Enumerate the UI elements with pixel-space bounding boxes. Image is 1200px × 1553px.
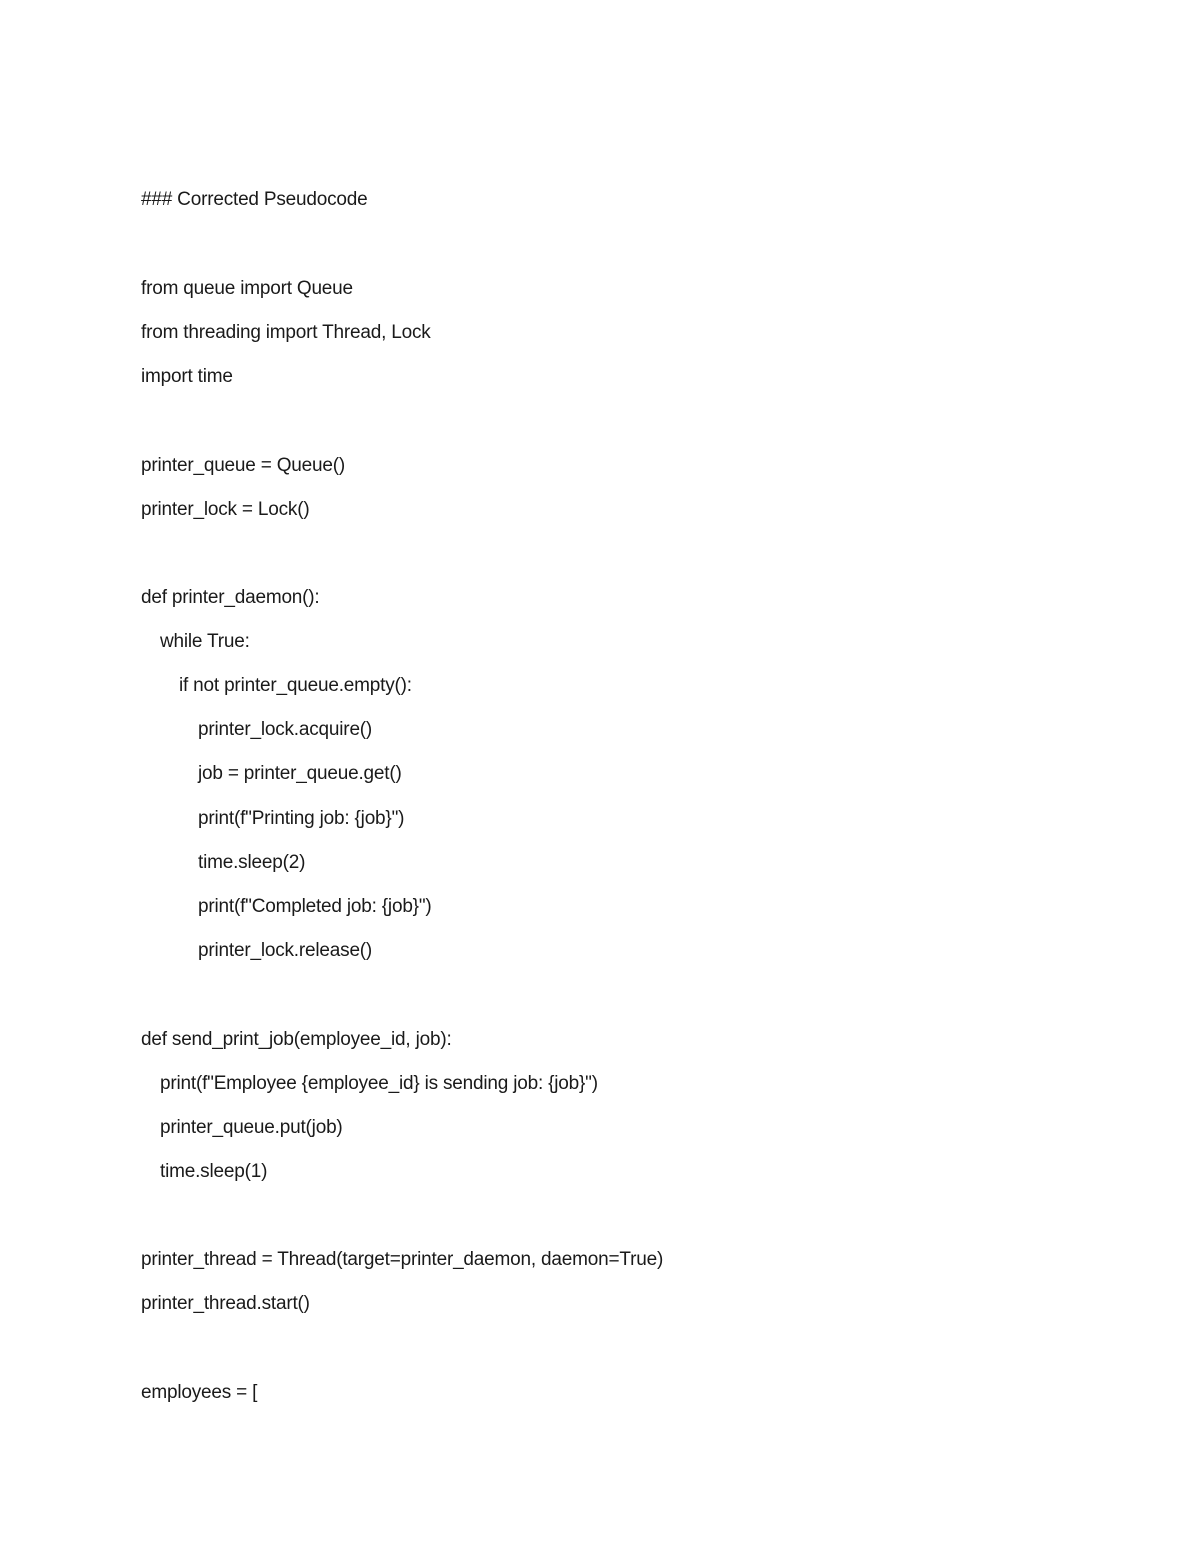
code-line: printer_lock.acquire() <box>198 719 373 740</box>
code-line: print(f"Completed job: {job}") <box>198 896 432 917</box>
code-line: def printer_daemon(): <box>141 587 320 608</box>
code-line: from queue import Queue <box>141 278 353 299</box>
code-line: printer_thread = Thread(target=printer_daemon, daemon=True) <box>141 1249 664 1270</box>
code-line: def send_print_job(employee_id, job): <box>141 1029 452 1050</box>
code-line: printer_thread.start() <box>141 1293 310 1314</box>
code-line: time.sleep(1) <box>160 1161 268 1182</box>
code-line: time.sleep(2) <box>198 852 306 873</box>
code-line: import time <box>141 366 233 387</box>
code-line: print(f"Employee {employee_id} is sending job: {job}") <box>160 1073 598 1094</box>
code-line: job = printer_queue.get() <box>198 763 402 784</box>
code-line: printer_queue = Queue() <box>141 455 346 476</box>
code-line: if not printer_queue.empty(): <box>179 675 412 696</box>
code-line: printer_queue.put(job) <box>160 1117 343 1138</box>
code-line: while True: <box>160 631 250 652</box>
code-line: printer_lock.release() <box>198 940 373 961</box>
code-line: from threading import Thread, Lock <box>141 322 431 343</box>
document-heading: ### Corrected Pseudocode <box>141 189 368 210</box>
code-line: printer_lock = Lock() <box>141 499 310 520</box>
code-line: print(f"Printing job: {job}") <box>198 808 405 829</box>
code-line: employees = [ <box>141 1382 258 1403</box>
